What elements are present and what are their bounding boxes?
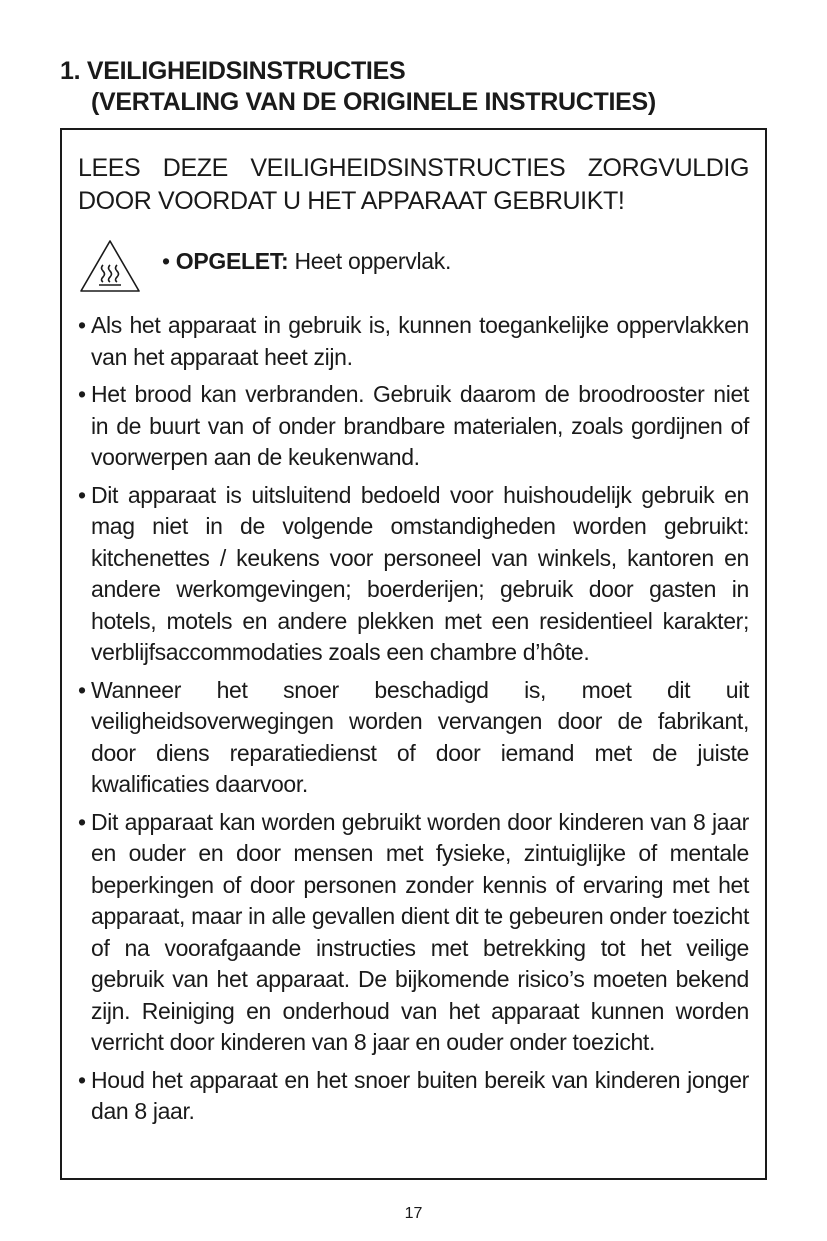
section-heading-line1: 1. VEILIGHEIDSINSTRUCTIES (60, 57, 406, 85)
list-item: • Wanneer het snoer beschadigd is, moet dit uit veiligheidsoverwegingen worden vervangen door de fabrikant, door diens reparatiedienst of door iemand met de juiste kwalificaties daarvoor. (78, 675, 749, 801)
section-heading-line2: (VERTALING VAN DE ORIGINELE INSTRUCTIES) (91, 88, 656, 116)
list-item: • Als het apparaat in gebruik is, kunnen toegankelijke oppervlakken van het apparaat heet zijn. (78, 310, 749, 373)
hot-surface-warning (78, 234, 749, 300)
safety-list (78, 310, 749, 1128)
page-number: 17 (404, 1205, 423, 1222)
list-item: • Houd het apparaat en het snoer buiten bereik van kinderen jonger dan 8 jaar. (78, 1065, 749, 1128)
warning-description: Heet oppervlak. (288, 248, 452, 274)
safety-instructions-box (60, 128, 767, 1180)
warning-label: OPGELET: (175, 248, 289, 274)
list-item: • Dit apparaat kan worden gebruikt worden door kinderen van 8 jaar en ouder en door mensen met fysieke, zintuiglijke of mentale beperkingen of door personen zonder kennis of ervaring met het apparaat, maar in alle gevallen dient dit te gebeuren onder toezicht of na voorafgaande instructies met betrekking tot het veilige gebruik van het apparaat. De bijkomende risico’s moeten bekend zijn. Reiniging en onderhoud van het apparaat kunnen worden verricht door kinderen van 8 jaar en ouder onder toezicht. (78, 807, 749, 1059)
hot-surface-warning-icon (78, 238, 142, 294)
warning-text (162, 246, 451, 276)
list-item: • Dit apparaat is uitsluitend bedoeld voor huishoudelijk gebruik en mag niet in de volgende omstandigheden worden gebruikt: kitchenettes / keukens voor personeel van winkels, kantoren en andere werkomgevingen; boerderijen; gebruik door gasten in hotels, motels en andere plekken met een residentieel karakter; verblijfsaccommodaties zoals een chambre d’hôte. (78, 480, 749, 669)
warning-bullet: • (162, 248, 170, 274)
section-heading (60, 56, 780, 118)
list-item: • Het brood kan verbranden. Gebruik daarom de broodrooster niet in de buurt van of onder brandbare materialen, zoals gordijnen of voorwerpen aan de keukenwand. (78, 379, 749, 474)
intro-warning-text: LEES DEZE VEILIGHEIDSINSTRUCTIES ZORGVULDIG DOOR VOORDAT U HET APPARAAT GEBRUIKT! (78, 154, 749, 215)
